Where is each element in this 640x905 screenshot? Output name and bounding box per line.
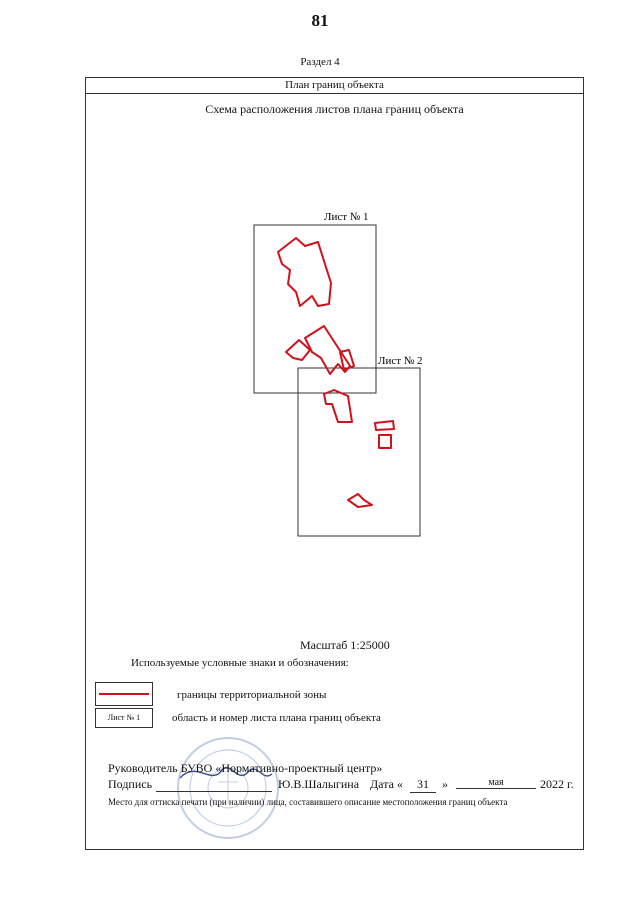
legend-boundary-symbol bbox=[95, 682, 153, 706]
zone-boundary-parcel bbox=[375, 421, 394, 430]
legend-boundary-label: границы территориальной зоны bbox=[177, 689, 327, 701]
sheet-2-label: Лист № 2 bbox=[378, 355, 423, 367]
map-scale: Масштаб 1:25000 bbox=[300, 638, 390, 652]
zone-boundary-parcel bbox=[324, 390, 352, 422]
date-day: 31 bbox=[410, 777, 436, 793]
zone-boundary-parcel bbox=[278, 238, 331, 306]
sheet-1-label: Лист № 1 bbox=[324, 211, 369, 223]
plan-title: План границ объекта bbox=[85, 77, 584, 94]
zone-boundary-parcel bbox=[379, 435, 391, 448]
signer-name: Ю.В.Шалыгина bbox=[278, 777, 360, 791]
scheme-title: Схема расположения листов плана границ объекта bbox=[205, 102, 464, 116]
sign-label: Подпись bbox=[108, 777, 153, 791]
date-year: 2022 г. bbox=[540, 777, 574, 791]
legend-sheet-label: область и номер листа плана границ объекта bbox=[172, 712, 381, 724]
legend-heading: Используемые условные знаки и обозначения: bbox=[131, 657, 349, 669]
director-line: Руководитель БУВО «Нормативно-проектный центр» bbox=[108, 761, 383, 775]
date-label: Дата « bbox=[370, 777, 403, 791]
stamp-note: Место для оттиска печати (при наличии) лица, составившего описание местоположения границ объекта bbox=[108, 797, 508, 807]
zone-boundary-parcel bbox=[348, 494, 372, 507]
signature-line bbox=[156, 779, 272, 792]
legend-sheet-symbol: Лист № 1 bbox=[95, 708, 153, 728]
page-number: 81 bbox=[311, 11, 329, 30]
section-label: Раздел 4 bbox=[300, 56, 340, 68]
date-month: мая bbox=[456, 777, 536, 789]
date-quote-close: » bbox=[442, 777, 448, 791]
boundary-line-swatch bbox=[99, 693, 149, 695]
